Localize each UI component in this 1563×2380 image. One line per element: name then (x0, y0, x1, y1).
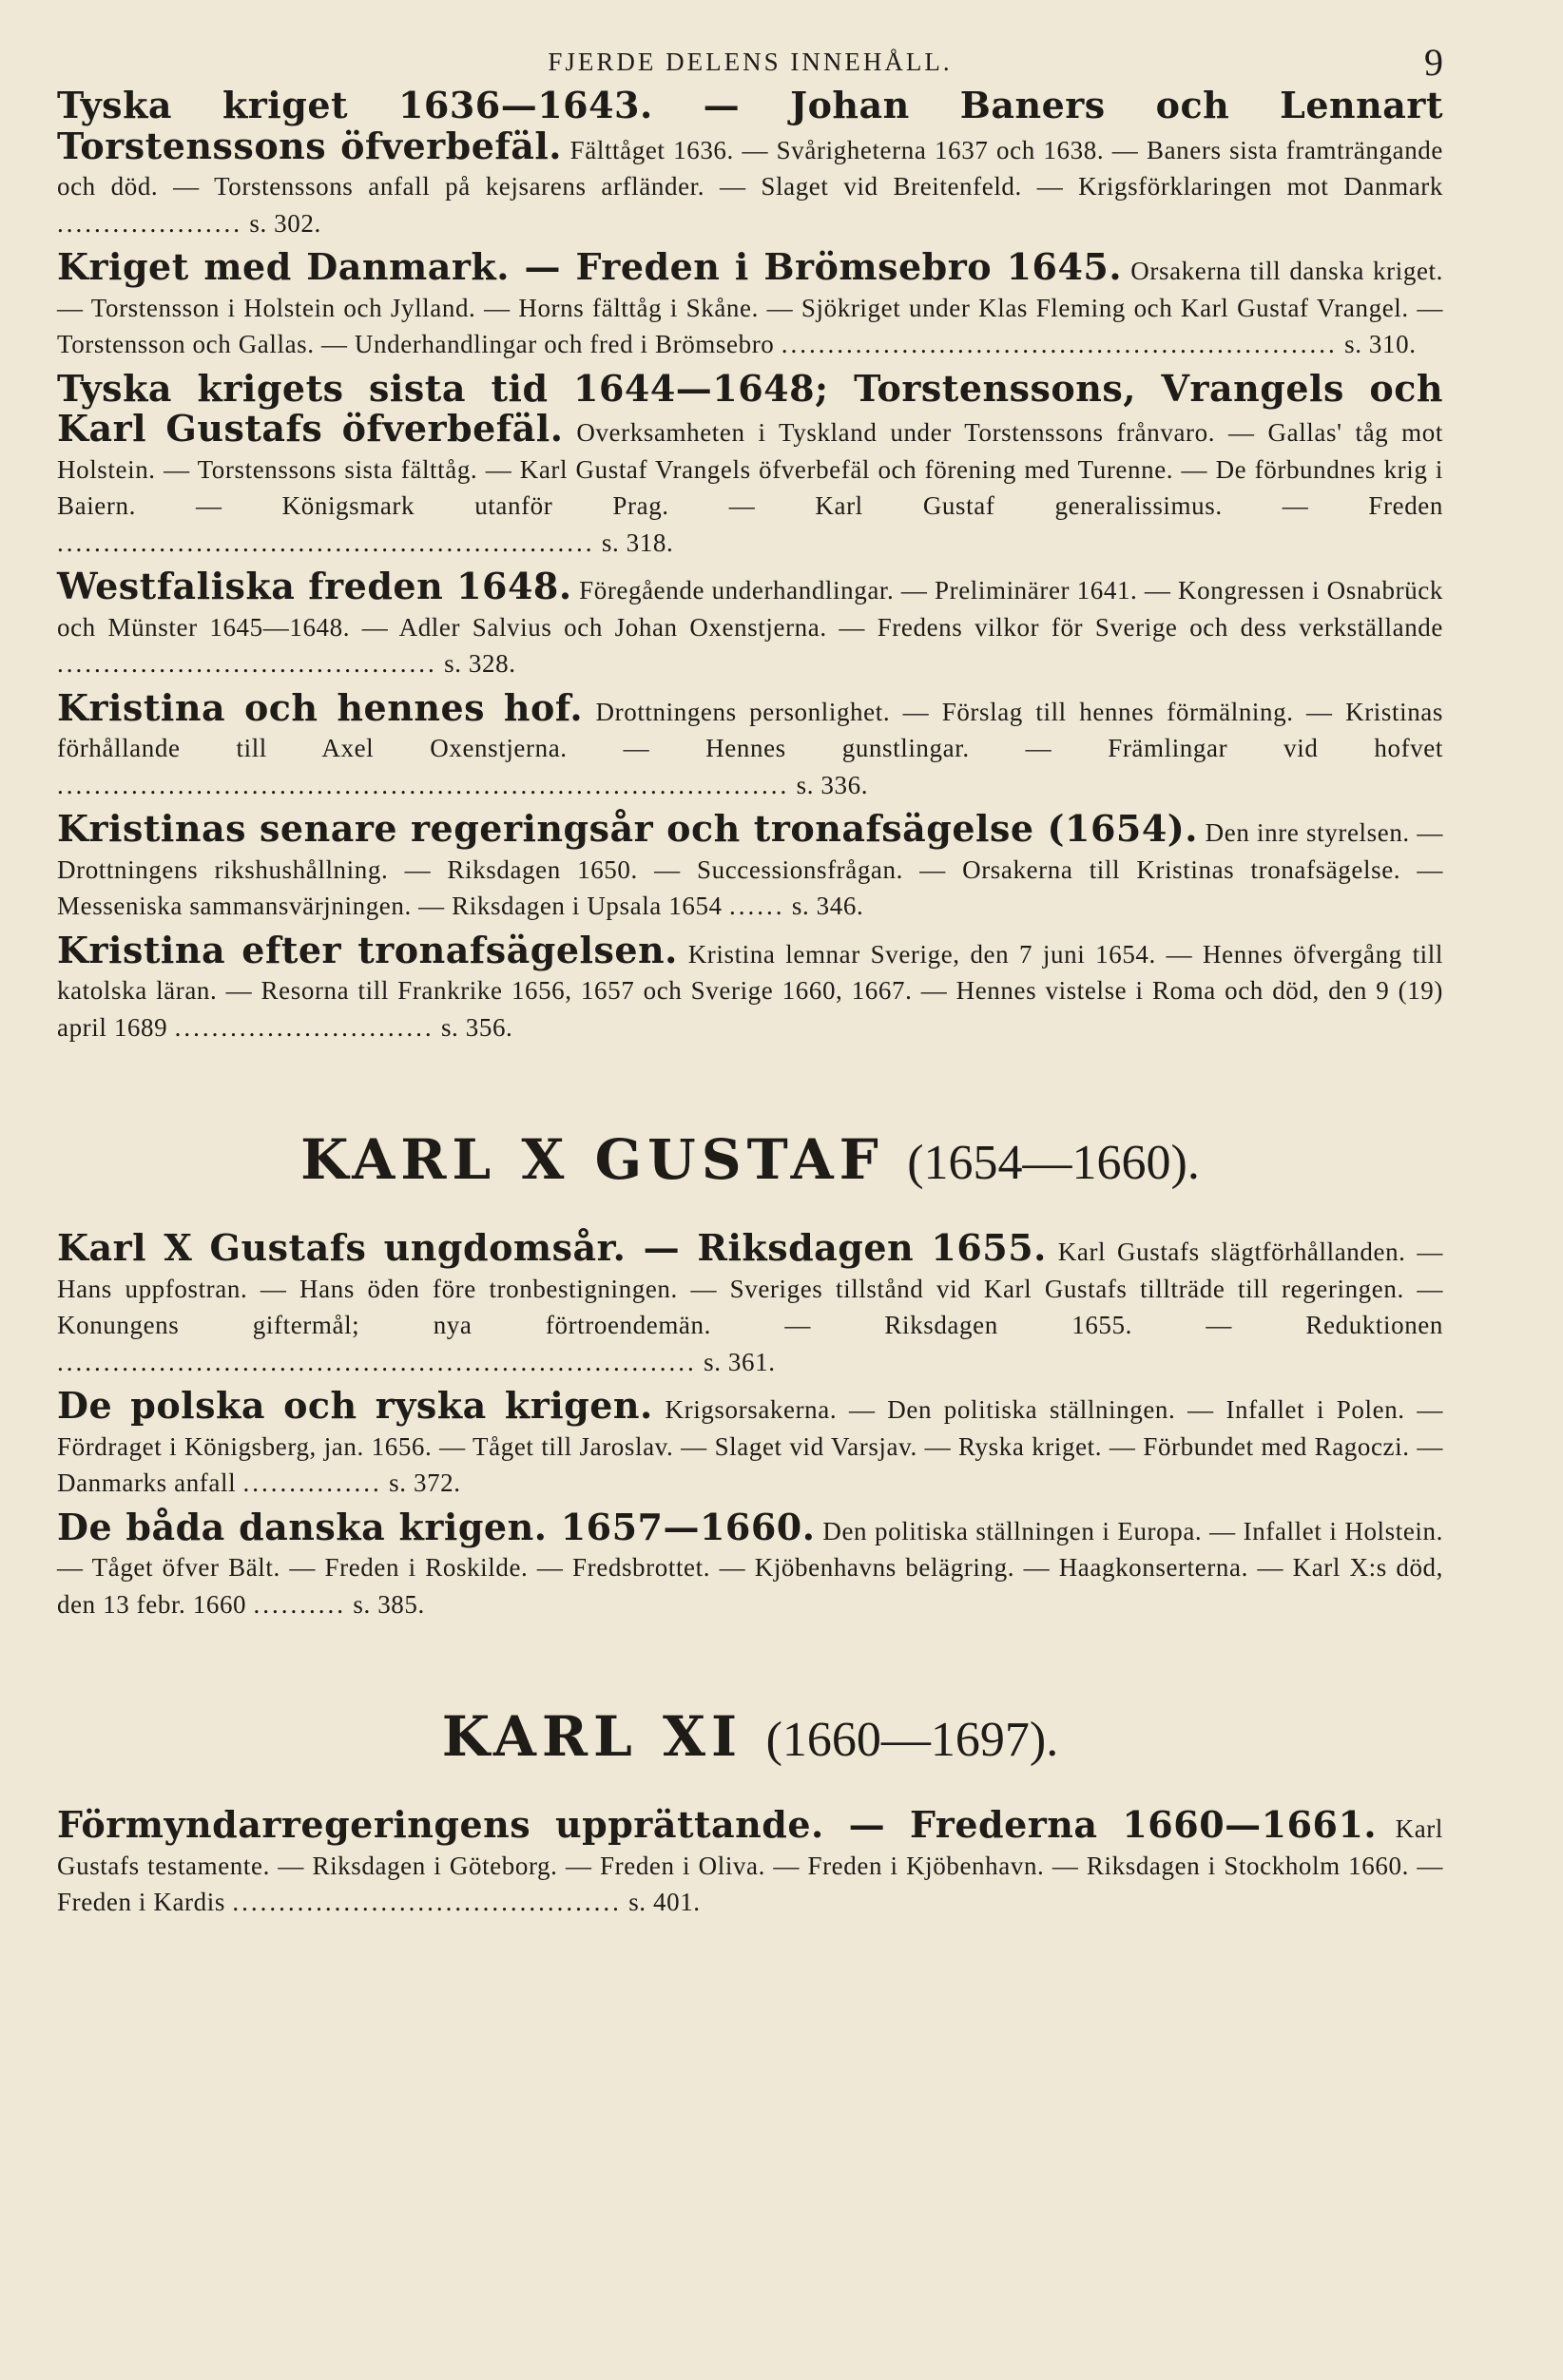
entry-summary: Kristina lemnar Sverige, den 7 juni 1654. — Hennes öfvergång till katolska läran. — Resorna till Frankrike 1656, 1657 och Sverige 1660, 1667. — Hennes vistelse i Roma och död, den 9 (19) april 1689 (57, 939, 1443, 1042)
page-reference: s. 328. (444, 649, 516, 678)
dot-leader: ............... (242, 1468, 382, 1497)
toc-entry (57, 1384, 1443, 1502)
dot-leader: .......... (253, 1589, 347, 1619)
entry-summary: Overksamheten i Tyskland under Torstenssons frånvaro. — Gallas' tåg mot Holstein. — Torstenssons sista fälttåg. — Karl Gustaf Vrangels öfverbefäl och förening med Turenne. — De förbundnes krig i Baiern. — Königsmark utanför Prag. — Karl Gustaf generalissimus. — Freden (57, 418, 1443, 520)
page-reference: s. 372. (389, 1468, 461, 1497)
entry-summary: Den politiska ställningen i Europa. — Infallet i Holstein. — Tåget öfver Bält. — Freden i Roskilde. — Fredsbrottet. — Kjöbenhavns belägring. — Haagkonserterna. — Karl X:s död, den 13 febr. 1660 (57, 1516, 1443, 1619)
dot-leader: ............................................................................... (57, 770, 790, 799)
running-title: FJERDE DELENS INNEHÅLL. (548, 48, 953, 76)
page-reference: s. 318. (601, 528, 674, 557)
dot-leader: ..................................................................... (57, 1347, 697, 1376)
page-reference: s. 385. (353, 1589, 425, 1619)
page-reference: s. 401. (628, 1888, 701, 1916)
entry-heading: Förmyndarregeringens upprättande. — Frederna 1660—1661. (57, 1803, 1378, 1846)
page-reference: s. 361. (704, 1347, 776, 1376)
entry-summary: Karl Gustafs slägtförhållanden. — Hans uppfostran. — Hans öden före tronbestigningen. — Sveriges tillstånd vid Karl Gustafs tillträde till regeringen. — Konungens giftermål; nya förtroendemän. — Riksdagen 1655. — Reduktionen (57, 1238, 1443, 1339)
entry-summary: Den inre styrelsen. — Drottningens rikshushållning. — Riksdagen 1650. — Successionsfrågan. — Orsakerna till Kristinas tronafsägelse. — Messeniska sammansvärjningen. — Riksdagen i Upsala 1654 (57, 818, 1443, 920)
reign-section-title (57, 1127, 1443, 1192)
toc-entry (57, 366, 1443, 562)
page-number: 9 (1424, 41, 1443, 84)
toc-entry (57, 1226, 1443, 1380)
toc-entry (57, 565, 1443, 682)
reign-years: (1654—1660). (907, 1136, 1200, 1190)
page-reference: s. 336. (796, 770, 869, 799)
toc-entry (57, 84, 1443, 241)
toc-entry (57, 685, 1443, 804)
toc-entry (57, 928, 1443, 1046)
dot-leader: .......................................... (232, 1888, 622, 1916)
running-head (57, 38, 1443, 87)
entry-heading: Westfaliska freden 1648. (57, 565, 572, 607)
entry-summary: Karl Gustafs testamente. — Riksdagen i Göteborg. — Freden i Oliva. — Freden i Kjöbenhavn. — Riksdagen i Stockholm 1660. — Freden i Kardis (57, 1814, 1443, 1916)
page-reference: s. 346. (791, 892, 864, 920)
reign-section-title (57, 1704, 1443, 1769)
page-reference: s. 302. (249, 208, 321, 238)
dot-leader: ............................................................ (781, 330, 1338, 358)
page-reference: s. 356. (440, 1012, 513, 1042)
entry-summary: Krigsorsakerna. — Den politiska ställningen. — Infallet i Polen. — Fördraget i Königsberg, jan. 1656. — Tåget till Jaroslav. — Slaget vid Varsjav. — Ryska kriget. — Förbundet med Ragoczi. — Danmarks anfall (57, 1395, 1443, 1497)
entry-summary: Orsakerna till danska kriget. — Torstensson i Holstein och Jylland. — Horns fälttåg i Skåne. — Sjökriget under Klas Fleming och Karl Gustaf Vrangel. — Torstensson och Gallas. — Underhandlingar och fred i Brömsebro (57, 257, 1443, 358)
page-reference: s. 310. (1344, 330, 1417, 358)
toc-entry (57, 807, 1443, 925)
toc-page (57, 38, 1443, 1929)
entry-summary: Fälttåget 1636. — Svårigheterna 1637 och 1638. — Baners sista framträngande och död. — Torstenssons anfall på kejsarens arfländer. — Slaget vid Breitenfeld. — Krigsförklaringen mot Danmark (57, 135, 1443, 201)
dot-leader: .................... (57, 208, 242, 238)
dot-leader: ............................ (174, 1012, 434, 1042)
dot-leader: ......................................... (57, 649, 437, 678)
toc-entry (57, 1505, 1443, 1623)
entry-heading: Tyska kriget 1636—1643. — Johan Baners och Lennart Torstenssons öfverbefäl. (57, 84, 1443, 167)
entry-summary: Drottningens personlighet. — Förslag till hennes förmälning. — Kristinas förhållande till Axel Oxenstjerna. — Hennes gunstlingar. — Främlingar vid hofvet (57, 697, 1443, 762)
toc-entry (57, 245, 1443, 363)
entry-heading: Kristina efter tronafsägelsen. (57, 928, 678, 971)
entry-summary: Föregående underhandlingar. — Preliminärer 1641. — Kongressen i Osnabrück och Münster 1645—1648. — Adler Salvius och Johan Oxenstjerna. — Fredens vilkor för Sverige och dess verkställande (57, 576, 1443, 642)
dot-leader: ...... (729, 892, 785, 920)
reign-name: KARL XI (441, 1704, 743, 1769)
reign-years: (1660—1697). (765, 1713, 1059, 1767)
entry-heading: Kristina och hennes hof. (57, 685, 584, 729)
toc-entry (57, 1803, 1443, 1921)
entry-heading: Kristinas senare regeringsår och tronafsägelse (1654). (57, 807, 1199, 850)
dot-leader: .......................................................... (57, 528, 595, 557)
entry-heading: De båda danska krigen. 1657—1660. (57, 1505, 816, 1548)
entry-heading: Tyska krigets sista tid 1644—1648; Torstenssons, Vrangels och Karl Gustafs öfverbefäl. (57, 366, 1443, 450)
entry-heading: Kriget med Danmark. — Freden i Brömsebro 1645. (57, 245, 1123, 288)
entry-heading: Karl X Gustafs ungdomsår. — Riksdagen 1655. (57, 1226, 1047, 1269)
entry-heading: De polska och ryska krigen. (57, 1384, 653, 1427)
reign-name: KARL X GUSTAF (300, 1127, 884, 1192)
